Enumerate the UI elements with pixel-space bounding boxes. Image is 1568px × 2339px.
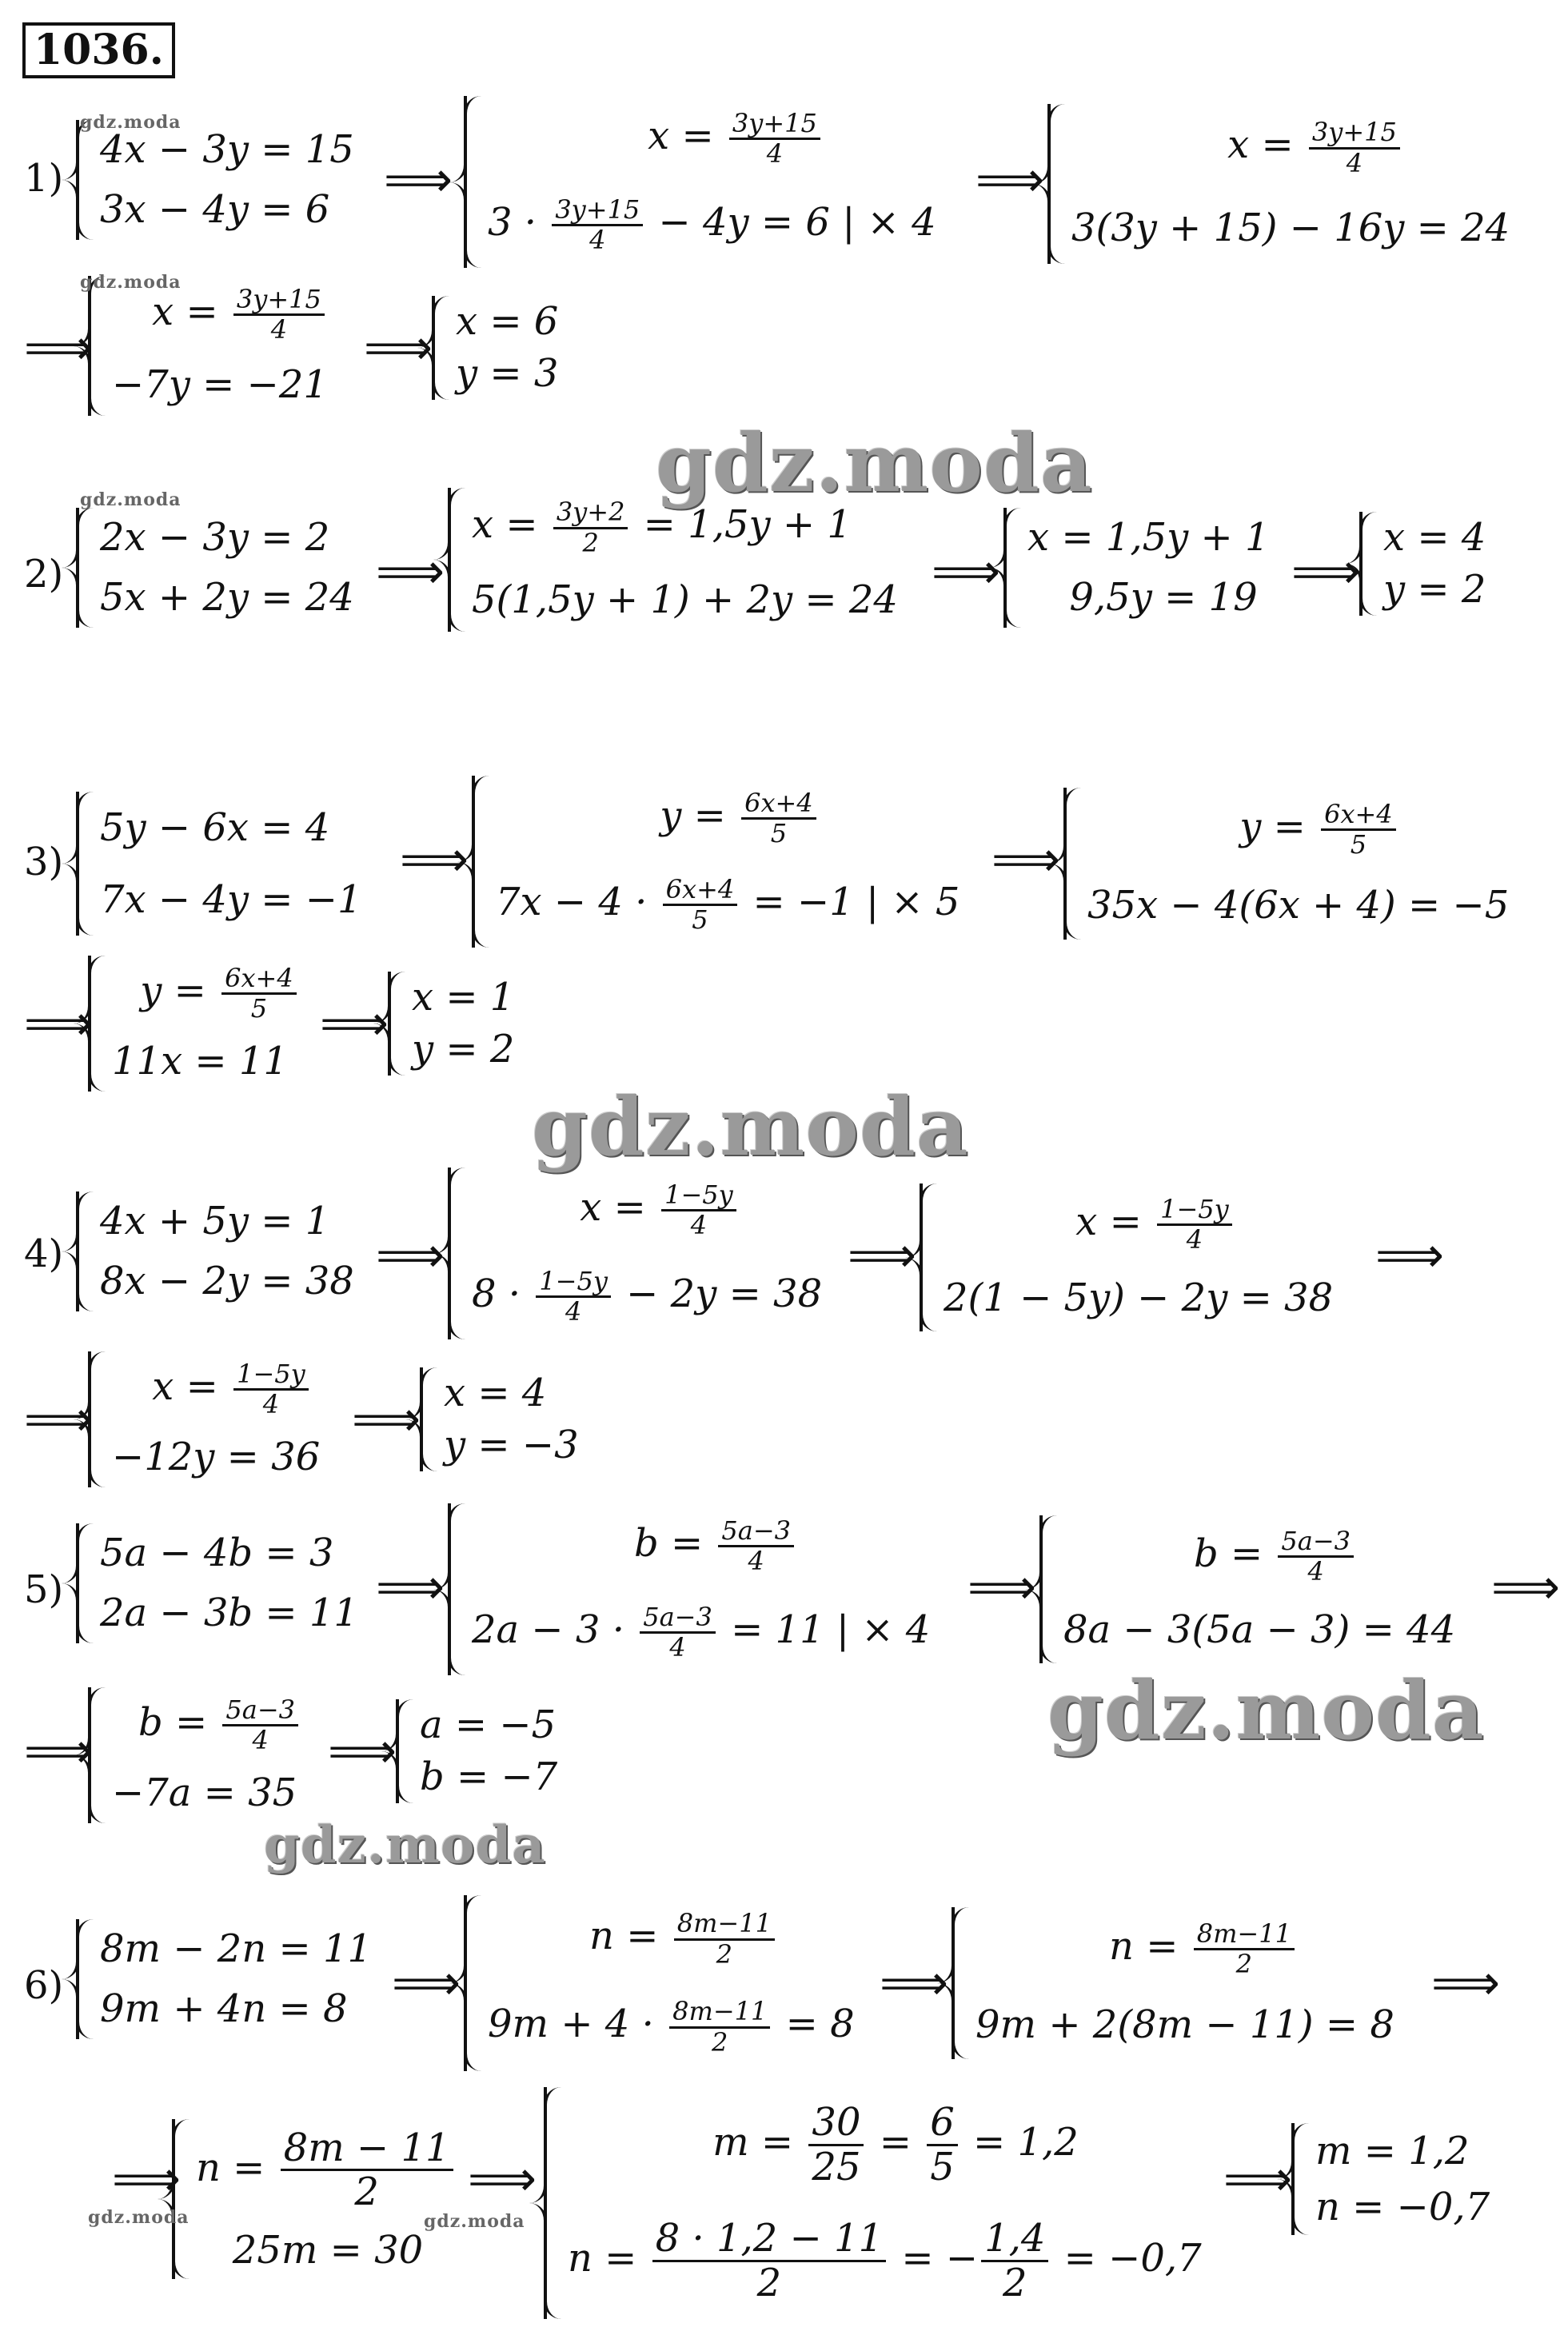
implies-icon: ⟹ xyxy=(392,1955,461,2011)
problem-number: 1036. xyxy=(22,22,175,78)
p5-eq1: 5a − 4b = 3 xyxy=(100,1531,334,1576)
p5-answer xyxy=(396,1699,580,1803)
implies-icon: ⟹ xyxy=(932,544,1001,600)
p3-s3-num: 6x+4 xyxy=(1321,800,1396,831)
p5-s3-den: 4 xyxy=(1307,1555,1324,1587)
brace-icon xyxy=(172,2119,196,2279)
p6-step4 xyxy=(172,2119,460,2279)
p2-s3-l1: x = 1,5y + 1 xyxy=(1027,515,1270,561)
p4-s2-den2: 4 xyxy=(565,1295,582,1327)
p1-s2-num: 3y+15 xyxy=(729,110,820,140)
p6-s5-f3-num: 8 · 1,2 − 11 xyxy=(652,2217,886,2262)
p4-step4 xyxy=(88,1351,352,1487)
p3-s2-l1: y = xyxy=(660,793,739,839)
p1-s4-l2: −7y = −21 xyxy=(112,361,328,407)
p3-s4-l1: y = xyxy=(140,968,219,1014)
p1-s2-l2b: − 4y = 6 | × 4 xyxy=(646,199,936,245)
p1-ans-y: y = 3 xyxy=(456,351,559,397)
p5-s2-num2: 5a−3 xyxy=(640,1603,716,1634)
watermark-small: gdz.moda xyxy=(80,112,182,133)
p6-s5-f2-num: 6 xyxy=(927,2102,958,2146)
brace-icon xyxy=(448,1503,472,1675)
implies-icon: ⟹ xyxy=(468,2151,537,2207)
p4-s3-num: 1−5y xyxy=(1157,1195,1232,1226)
watermark-small: gdz.moda xyxy=(88,2207,190,2228)
p3-step3 xyxy=(1063,788,1551,940)
p3-s3-den: 5 xyxy=(1350,829,1367,860)
brace-icon xyxy=(1039,1515,1063,1663)
p1-s2-den2: 4 xyxy=(589,224,606,255)
watermark: gdz.moda xyxy=(532,1080,969,1174)
watermark: gdz.moda xyxy=(1047,1663,1485,1758)
implies-icon: ⟹ xyxy=(1431,1955,1501,2011)
p6-system xyxy=(76,1919,380,2039)
p1-answer xyxy=(432,296,592,400)
implies-icon: ⟹ xyxy=(328,1723,397,1779)
p6-s2-l2a: 9m + 4 · xyxy=(488,2002,667,2047)
p4-s4-num: 1−5y xyxy=(233,1360,309,1391)
p1-s3-l2: 3(3y + 15) − 16y = 24 xyxy=(1071,205,1510,250)
p3-s2-l2a: 7x − 4 · xyxy=(496,879,660,924)
p3-eq2: 7x − 4y = −1 xyxy=(100,876,362,922)
p1-s3-den: 4 xyxy=(1346,147,1363,178)
p4-answer xyxy=(420,1367,604,1471)
p2-eq1: 2x − 3y = 2 xyxy=(100,515,330,561)
p6-s5-f1-num: 30 xyxy=(808,2102,864,2146)
p6-s5-f4-num: 1,4 xyxy=(981,2217,1048,2262)
label-2: 2) xyxy=(24,552,64,597)
brace-icon xyxy=(76,1919,100,2039)
p6-s5-f3-den: 2 xyxy=(756,2261,782,2305)
p5-ans-a: a = −5 xyxy=(420,1702,557,1748)
p5-ans-b: b = −7 xyxy=(420,1754,558,1800)
watermark-small: gdz.moda xyxy=(80,489,182,510)
watermark-small: gdz.moda xyxy=(80,272,182,293)
label-5: 5) xyxy=(24,1567,64,1612)
p6-step2 xyxy=(464,1895,880,2071)
implies-icon: ⟹ xyxy=(1291,544,1361,600)
p4-eq2: 8x − 2y = 38 xyxy=(100,1259,354,1304)
p3-s2-num: 6x+4 xyxy=(741,789,816,820)
p2-s2-l2: 5(1,5y + 1) + 2y = 24 xyxy=(472,577,898,622)
p2-s2-num: 3y+2 xyxy=(553,498,628,529)
p5-s2-den: 4 xyxy=(748,1546,764,1577)
p5-step2 xyxy=(448,1503,960,1675)
p6-s5-l2b: = −0,7 xyxy=(1051,2236,1202,2281)
brace-icon xyxy=(76,508,100,628)
p6-s5-l1a: m = xyxy=(712,2120,806,2165)
p1-step2 xyxy=(464,96,983,268)
p1-s3-l1: x = xyxy=(1227,122,1306,168)
label-1: 1) xyxy=(24,156,64,201)
implies-icon: ⟹ xyxy=(320,996,389,1052)
p3-ans-x: x = 1 xyxy=(412,975,515,1020)
brace-icon xyxy=(88,1687,112,1823)
p4-eq1: 4x + 5y = 1 xyxy=(100,1199,330,1244)
brace-icon xyxy=(464,1895,488,2071)
p6-s5-eq: = xyxy=(867,2120,924,2165)
brace-icon xyxy=(420,1367,444,1471)
p2-step2 xyxy=(448,488,928,632)
p1-s4-num: 3y+15 xyxy=(233,285,325,316)
p6-ans-m: m = 1,2 xyxy=(1315,2128,1470,2173)
implies-icon: ⟹ xyxy=(376,1227,445,1283)
p2-s3-l2: 9,5y = 19 xyxy=(1069,575,1258,621)
p5-s2-l1: b = xyxy=(633,1521,716,1567)
p3-s2-l2b: = −1 | × 5 xyxy=(740,879,960,924)
p3-s4-den: 5 xyxy=(250,993,268,1024)
p4-step2 xyxy=(448,1168,848,1339)
p6-s3-den: 2 xyxy=(1235,1949,1252,1980)
p5-s4-l1: b = xyxy=(138,1700,220,1746)
p6-s2-l1: n = xyxy=(589,1914,671,1959)
implies-icon: ⟹ xyxy=(112,2151,182,2207)
implies-icon: ⟹ xyxy=(880,1955,949,2011)
brace-icon xyxy=(544,2087,568,2319)
implies-icon: ⟹ xyxy=(1375,1227,1445,1283)
p3-step2 xyxy=(472,776,983,948)
p6-ans-n: n = −0,7 xyxy=(1315,2184,1490,2229)
implies-icon: ⟹ xyxy=(24,1723,94,1779)
p2-system xyxy=(76,508,380,628)
p4-s4-den: 4 xyxy=(262,1389,280,1420)
implies-icon: ⟹ xyxy=(384,152,453,208)
p3-step4 xyxy=(88,956,328,1092)
implies-icon: ⟹ xyxy=(352,1391,421,1447)
p3-system xyxy=(76,792,396,936)
p6-s3-l2: 9m + 2(8m − 11) = 8 xyxy=(976,2002,1394,2048)
p5-s3-num: 5a−3 xyxy=(1278,1527,1354,1558)
p2-eq2: 5x + 2y = 24 xyxy=(100,575,354,621)
p6-s2-num: 8m−11 xyxy=(674,1910,775,1940)
brace-icon xyxy=(472,776,496,948)
p3-s4-l2: 11x = 11 xyxy=(112,1039,288,1084)
p3-answer xyxy=(388,972,548,1076)
brace-icon xyxy=(1359,512,1383,616)
p4-s4-l2: −12y = 36 xyxy=(112,1435,321,1480)
implies-icon: ⟹ xyxy=(976,152,1045,208)
p6-s5-f2-den: 5 xyxy=(930,2145,955,2189)
p6-s5-l1b: = 1,2 xyxy=(960,2120,1079,2165)
p6-step3 xyxy=(952,1907,1431,2059)
p3-s3-l1: y = xyxy=(1239,804,1319,850)
p6-s2-num2: 8m−11 xyxy=(669,1998,770,2028)
p2-s2-den: 2 xyxy=(582,527,599,558)
p4-step3 xyxy=(920,1183,1367,1331)
p1-s4-l1: x = xyxy=(152,289,230,335)
brace-icon xyxy=(1003,508,1027,628)
p6-s4-l1: n = xyxy=(196,2145,277,2190)
brace-icon xyxy=(76,1191,100,1311)
p2-answer xyxy=(1359,512,1519,616)
implies-icon: ⟹ xyxy=(991,832,1061,888)
implies-icon: ⟹ xyxy=(1223,2151,1293,2207)
brace-icon xyxy=(952,1907,976,2059)
p4-s2-l1: x = xyxy=(580,1185,659,1231)
p6-s5-f1-den: 25 xyxy=(812,2145,861,2189)
brace-icon xyxy=(448,1168,472,1339)
label-3: 3) xyxy=(24,840,64,884)
p6-answer xyxy=(1291,2123,1531,2235)
p2-step3 xyxy=(1003,508,1299,628)
p4-system xyxy=(76,1191,380,1311)
p3-ans-y: y = 2 xyxy=(412,1027,515,1072)
p1-eq1: 4x − 3y = 15 xyxy=(100,127,354,173)
p6-eq2: 9m + 4n = 8 xyxy=(100,1986,348,2032)
brace-icon xyxy=(464,96,488,268)
p6-s2-den2: 2 xyxy=(712,2026,728,2058)
implies-icon: ⟹ xyxy=(376,544,445,600)
implies-icon: ⟹ xyxy=(364,320,433,376)
p5-eq2: 2a − 3b = 11 xyxy=(100,1591,358,1636)
p1-ans-x: x = 6 xyxy=(456,299,559,345)
brace-icon xyxy=(1063,788,1087,940)
p3-s2-den2: 5 xyxy=(692,904,708,935)
label-6: 6) xyxy=(24,1963,64,2008)
implies-icon: ⟹ xyxy=(1491,1559,1561,1615)
brace-icon xyxy=(76,120,100,240)
p1-eq2: 3x − 4y = 6 xyxy=(100,187,330,233)
implies-icon: ⟹ xyxy=(968,1559,1037,1615)
p5-system xyxy=(76,1523,380,1643)
p2-s2-l1b: = 1,5y + 1 xyxy=(631,502,852,548)
p1-s3-num: 3y+15 xyxy=(1309,118,1400,149)
implies-icon: ⟹ xyxy=(400,832,469,888)
p3-s2-num2: 6x+4 xyxy=(663,876,738,906)
p6-s5-f4-den: 2 xyxy=(1002,2261,1027,2305)
p6-step5 xyxy=(544,2087,1223,2319)
p5-s4-den: 4 xyxy=(252,1725,269,1756)
brace-icon xyxy=(76,792,100,936)
brace-icon xyxy=(920,1183,944,1331)
p5-s4-num: 5a−3 xyxy=(222,1696,298,1726)
p4-ans-y: y = −3 xyxy=(444,1423,579,1468)
p6-s4-den: 2 xyxy=(354,2169,379,2215)
p4-s2-den: 4 xyxy=(690,1210,708,1241)
implies-icon: ⟹ xyxy=(848,1227,917,1283)
brace-icon xyxy=(388,972,412,1076)
p6-s5-l2m: = − xyxy=(889,2236,979,2281)
brace-icon xyxy=(1291,2123,1315,2235)
p1-system xyxy=(76,120,396,240)
p4-s2-l2b: − 2y = 38 xyxy=(613,1271,823,1316)
brace-icon xyxy=(1047,104,1071,264)
p6-s4-num: 8m − 11 xyxy=(281,2127,453,2172)
watermark: gdz.moda xyxy=(656,416,1093,510)
implies-icon: ⟹ xyxy=(24,320,94,376)
p1-s4-den: 4 xyxy=(270,314,288,345)
p1-s2-den: 4 xyxy=(766,138,784,170)
brace-icon xyxy=(432,296,456,400)
p2-ans-y: y = 2 xyxy=(1383,567,1486,613)
p6-s3-l1: n = xyxy=(1109,1924,1191,1970)
p5-step4 xyxy=(88,1687,328,1823)
p6-s3-num: 8m−11 xyxy=(1194,1920,1295,1950)
p1-step4 xyxy=(88,276,368,416)
implies-icon: ⟹ xyxy=(376,1559,445,1615)
p6-s2-den: 2 xyxy=(716,1938,732,1970)
p5-s2-l2a: 2a − 3 · xyxy=(472,1607,637,1652)
p3-eq1: 5y − 6x = 4 xyxy=(100,804,330,850)
p4-s2-num: 1−5y xyxy=(661,1181,736,1211)
label-4: 4) xyxy=(24,1231,64,1276)
p4-s3-den: 4 xyxy=(1186,1223,1203,1255)
p6-s2-l2b: = 8 xyxy=(773,2002,855,2047)
p1-s2-l1: x = xyxy=(648,114,726,159)
brace-icon xyxy=(448,488,472,632)
p1-s2-l2a: 3 · xyxy=(488,199,549,245)
p3-s2-den: 5 xyxy=(770,818,788,849)
p5-s2-l2b: = 11 | × 4 xyxy=(718,1607,931,1652)
p4-s2-num2: 1−5y xyxy=(536,1267,611,1298)
p5-s3-l2: 8a − 3(5a − 3) = 44 xyxy=(1063,1607,1456,1653)
p6-s5-l2a: n = xyxy=(568,2236,649,2281)
p4-s4-l1: x = xyxy=(152,1364,231,1410)
p5-s2-den2: 4 xyxy=(669,1631,686,1662)
p5-step3 xyxy=(1039,1515,1487,1663)
p5-s4-l2: −7a = 35 xyxy=(112,1770,297,1816)
p6-s4-l2: 25m = 30 xyxy=(232,2227,424,2273)
p1-step3 xyxy=(1047,104,1559,264)
brace-icon xyxy=(76,1523,100,1643)
p3-s4-num: 6x+4 xyxy=(221,964,297,995)
watermark: gdz.moda xyxy=(264,1815,546,1875)
p2-s2-l1a: x = xyxy=(472,502,550,548)
brace-icon xyxy=(88,276,112,416)
brace-icon xyxy=(88,956,112,1092)
p3-s3-l2: 35x − 4(6x + 4) = −5 xyxy=(1087,883,1510,928)
p6-eq1: 8m − 2n = 11 xyxy=(100,1926,373,1972)
p4-s3-l2: 2(1 − 5y) − 2y = 38 xyxy=(944,1275,1334,1321)
brace-icon xyxy=(88,1351,112,1487)
p5-s2-num: 5a−3 xyxy=(718,1517,794,1547)
implies-icon: ⟹ xyxy=(24,996,94,1052)
brace-icon xyxy=(396,1699,420,1803)
p4-ans-x: x = 4 xyxy=(444,1371,547,1416)
watermark-small: gdz.moda xyxy=(424,2211,525,2232)
p2-ans-x: x = 4 xyxy=(1383,515,1486,561)
p1-s2-num2: 3y+15 xyxy=(552,196,643,226)
p5-s3-l1: b = xyxy=(1193,1531,1275,1576)
p4-s2-l2a: 8 · xyxy=(472,1271,533,1316)
p4-s3-l1: x = xyxy=(1075,1199,1155,1244)
implies-icon: ⟹ xyxy=(24,1391,94,1447)
